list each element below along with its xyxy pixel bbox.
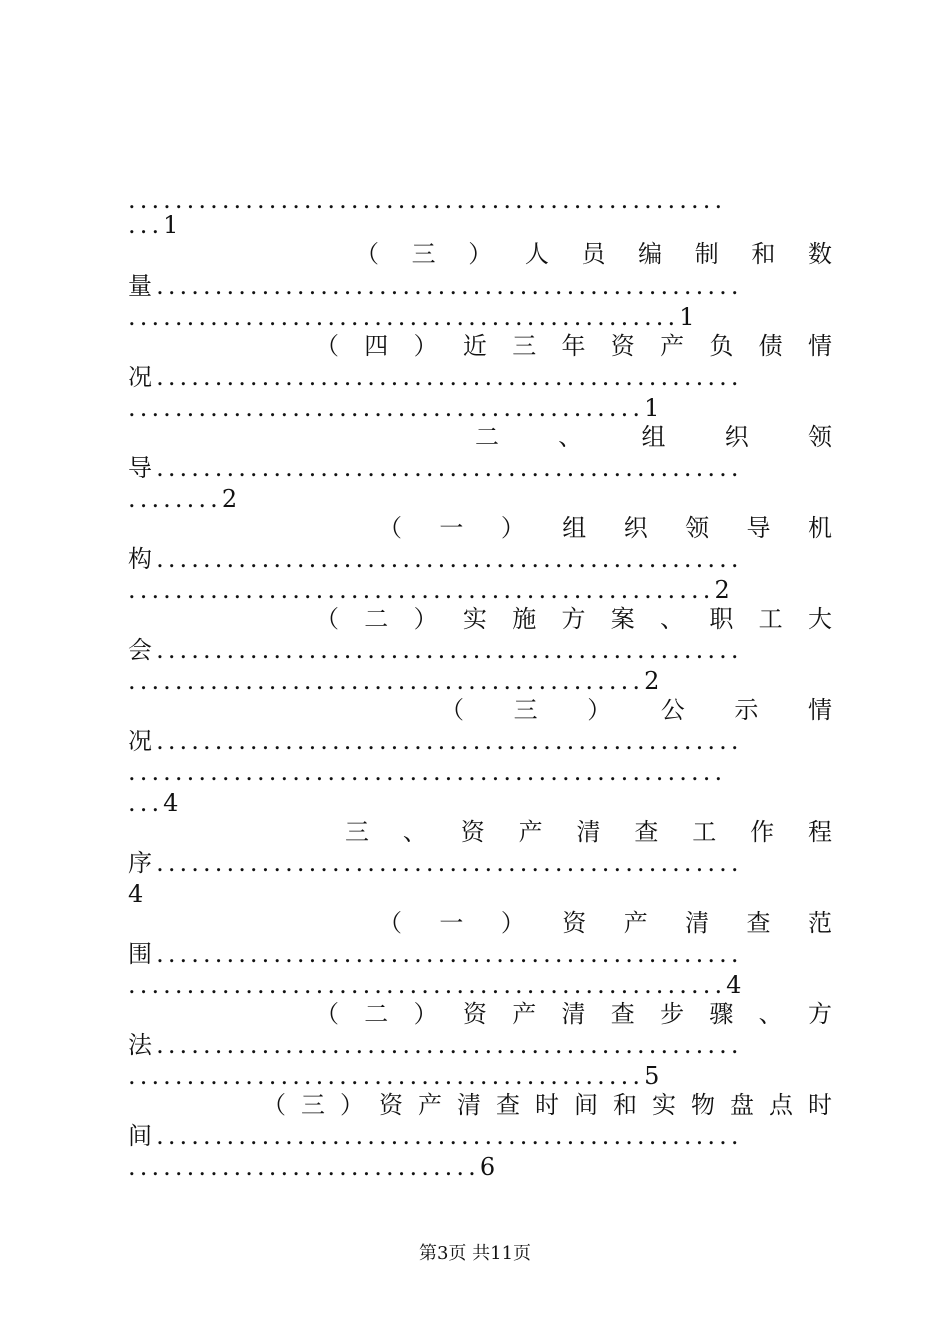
title-char: 机 [807,514,832,542]
title-char: （ [378,514,402,542]
title-char: 大 [807,605,832,633]
title-char: 、 [758,1000,783,1028]
title-char: （ [378,909,402,937]
title-char: 工 [692,818,717,846]
title-char: 情 [807,696,832,724]
toc-line: 4 [128,880,144,908]
title-char: 和 [613,1091,637,1119]
title-char: 方 [807,1000,832,1028]
title-char: （ [262,1091,286,1119]
title-char: 资 [610,332,635,360]
title-char: 组 [641,423,666,451]
title-char: 、 [660,605,685,633]
toc-line: 量.................................................. [128,272,743,300]
toc-line: ........2 [128,485,242,513]
title-char: （ [315,605,339,633]
title-char: 资 [460,818,485,846]
title-char: ） [500,909,525,937]
title-char: 二 [364,605,389,633]
title-char: 数 [808,240,832,268]
title-char: 资 [462,1000,487,1028]
title-char: 范 [807,909,832,937]
title-char: 、 [558,423,583,451]
page-footer: 第3页 共11页 [418,1243,532,1264]
title-char: 盘 [730,1091,754,1119]
toc-line: ............................................1 [128,394,664,422]
toc-line: 况.................................................. [128,363,743,391]
title-char: 施 [512,605,537,633]
title-char: 领 [685,514,710,542]
title-char: ） [587,696,612,724]
title-char: 清 [457,1091,481,1119]
title-char: 间 [574,1091,598,1119]
title-char: （ [440,696,464,724]
toc-entry-title [378,513,832,543]
toc-line: 围.................................................. [128,940,743,968]
toc-entry-title [355,239,832,269]
title-char: 资 [379,1091,403,1119]
toc-line: 会.................................................. [128,636,743,664]
title-char: 员 [581,240,606,268]
title-char: 负 [709,332,734,360]
title-char: 组 [562,514,587,542]
title-char: ） [413,605,438,633]
title-char: ） [413,332,438,360]
title-char: 案 [610,605,635,633]
title-char: 方 [561,605,586,633]
title-char: 查 [496,1091,520,1119]
title-char: 清 [685,909,710,937]
title-char: 、 [402,818,427,846]
title-char: ） [340,1091,364,1119]
toc-line: ...................................................4 [128,971,746,999]
title-char: 程 [808,818,832,846]
title-char: 三 [513,696,538,724]
title-char: 公 [660,696,685,724]
title-char: 制 [694,240,719,268]
toc-entry-title [315,999,832,1029]
toc-line: 法.................................................. [128,1031,743,1059]
title-char: 实 [652,1091,676,1119]
title-char: 清 [561,1000,586,1028]
title-char: 步 [660,1000,685,1028]
title-char: 时 [535,1091,559,1119]
title-char: 二 [364,1000,389,1028]
title-char: 三 [301,1091,325,1119]
title-char: （ [315,332,339,360]
title-char: 实 [462,605,487,633]
title-char: 三 [512,332,537,360]
title-char: 一 [439,514,464,542]
toc-line: ................................................... [128,758,727,786]
title-char: （ [315,1000,339,1028]
title-char: 和 [751,240,776,268]
title-char: 查 [746,909,771,937]
toc-line: ...1 [128,211,183,239]
title-char: 清 [576,818,601,846]
title-char: 三 [411,240,436,268]
title-char: 产 [660,332,685,360]
title-char: 织 [623,514,648,542]
title-char: 工 [758,605,783,633]
title-char: 产 [512,1000,537,1028]
title-char: 资 [562,909,587,937]
title-char: 时 [808,1091,832,1119]
title-char: 物 [691,1091,715,1119]
toc-line: ..................................................2 [128,576,734,604]
title-char: 四 [364,332,389,360]
title-char: 示 [734,696,759,724]
title-char: （ [355,240,379,268]
title-char: 导 [746,514,771,542]
title-char: 产 [518,818,543,846]
toc-line: ............................................2 [128,667,664,695]
title-char: 人 [524,240,549,268]
title-char: ） [500,514,525,542]
toc-line: ............................................5 [128,1062,664,1090]
toc-line: ...4 [128,789,183,817]
toc-line: 序.................................................. [128,849,743,877]
title-char: 查 [610,1000,635,1028]
toc-line: 导.................................................. [128,454,743,482]
toc-line: ..............................6 [128,1153,500,1181]
title-char: 债 [758,332,783,360]
title-char: 骤 [709,1000,734,1028]
title-char: 作 [750,818,775,846]
title-char: 领 [808,423,832,451]
toc-section-title [345,817,832,847]
title-char: ） [468,240,493,268]
title-char: 年 [561,332,586,360]
title-char: 编 [638,240,663,268]
title-char: ） [413,1000,438,1028]
title-char: 查 [634,818,659,846]
toc-entry-title [262,1090,832,1120]
title-char: 职 [709,605,734,633]
toc-entry-title [378,908,832,938]
toc-line: 况.................................................. [128,727,743,755]
title-char: 情 [807,332,832,360]
title-char: 产 [623,909,648,937]
title-char: 织 [724,423,749,451]
toc-line: 间.................................................. [128,1122,743,1150]
toc-line: 构.................................................. [128,545,743,573]
title-char: 一 [439,909,464,937]
toc-section-title [475,422,832,452]
title-char: 二 [475,423,499,451]
title-char: 产 [418,1091,442,1119]
toc-entry-title [440,695,832,725]
toc-line: ...............................................1 [128,303,699,331]
toc-line: ................................................... [128,186,727,214]
title-char: 近 [462,332,487,360]
title-char: 点 [769,1091,793,1119]
toc-entry-title [315,331,832,361]
toc-entry-title [315,604,832,634]
title-char: 三 [345,818,369,846]
